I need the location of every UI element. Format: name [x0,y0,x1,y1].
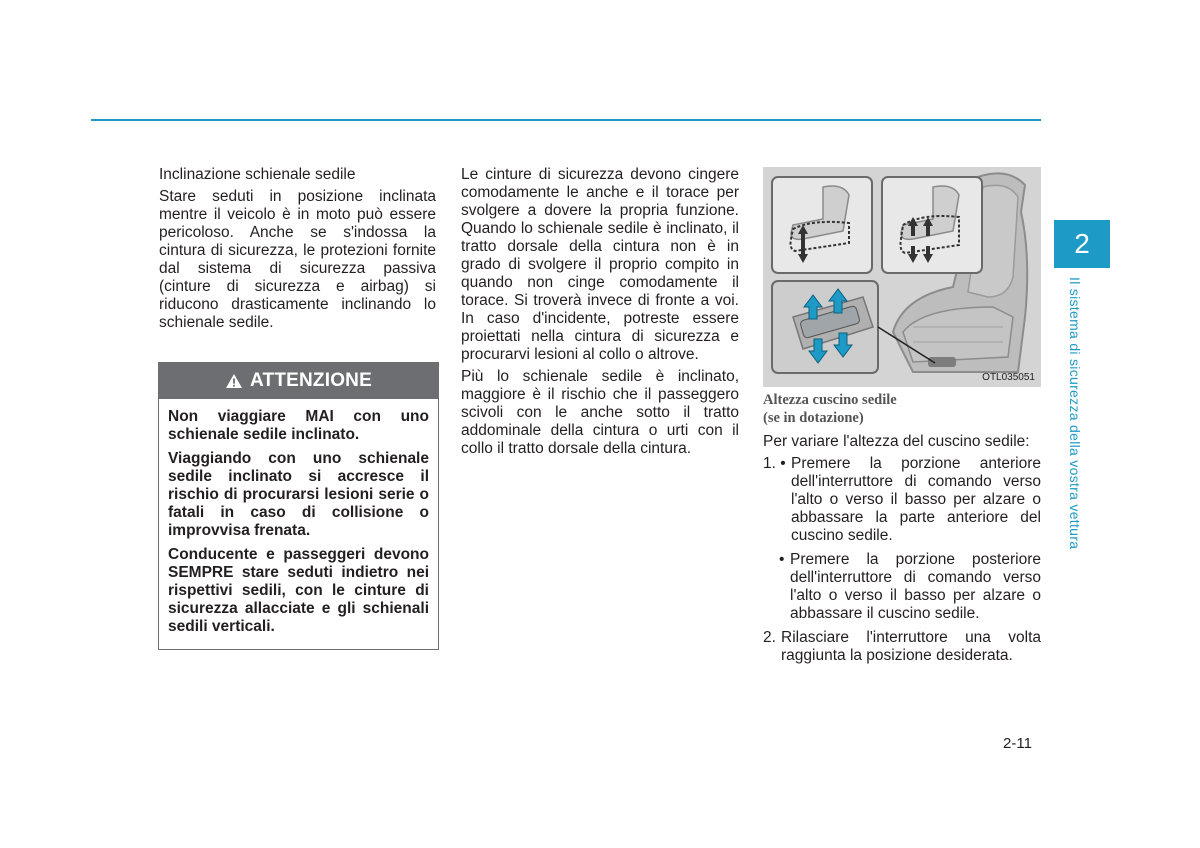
caption-line: (se in dotazione) [763,410,864,426]
section-heading: Inclinazione schienale sedile [159,166,356,183]
warning-body [159,399,438,649]
warning-box [158,362,439,650]
chapter-title: Il sistema di sicurezza della vostra vettura [1067,277,1083,550]
list-item [763,551,1041,623]
list-text: Premere la porzione posteriore dell'interruttore di comando verso l'alto o verso il basso per alzare o abbassare il cuscino sedile. [790,551,1041,622]
warning-header [159,363,438,399]
list-item [763,455,1041,545]
seat-height-figure [763,167,1041,387]
column-1 [159,166,436,336]
list-text: Rilasciare l'interruttore una volta raggiunta la posizione desiderata. [781,629,1041,664]
body-paragraph: Le cinture di sicurezza devono cingere comodamente le anche e il torace per svolgere a dovere la propria funzione. Quando lo schienale sedile è inclinato, il tratto dorsale della cintura non è in grado di svolgere il proprio compito in quando non cinge comodamente il torace. Si troverà invece di fronte a voi. In caso d'incidente, potreste essere proiettati nella cintura di sicurezza e procurarvi lesioni al collo o altrove. [461,166,739,363]
front-cushion-inset [772,177,872,273]
body-paragraph: Stare seduti in posizione inclinata mentre il veicolo è in moto può essere pericoloso. Anche se s'indossa la cintura di sicurezza, le protezioni fornite dal sistema di sicurezza passiva (cinture di sicurezza e airbag) si riducono drasticamente inclinando lo schienale sedile. [159,188,436,331]
chapter-tab: 2 [1054,220,1110,268]
seat-illustration [763,167,1041,387]
list-item [763,629,1041,665]
warning-paragraph: Conducente e passeggeri devono SEMPRE stare seduti indietro nei rispettivi sedili, con le cinture di sicurezza allacciate e gli schienali sedili verticali. [168,546,429,635]
warning-title: ATTENZIONE [250,370,372,391]
warning-paragraph: Viaggiando con uno schienale sedile inclinato si accresce il rischio di procurarsi lesioni serie o fatali in caso di collisione o improvvisa frenata. [168,450,429,539]
list-number: • [779,551,785,568]
figure-code: OTL035051 [982,372,1035,383]
warning-triangle-icon [225,373,243,389]
list-number: 2. [763,629,776,646]
rear-cushion-inset [882,177,982,273]
list-text: Premere la porzione anteriore dell'interruttore di comando verso l'alto o verso il basso per alzare o abbassare la parte anteriore del cuscino sedile. [791,455,1041,544]
list-number: 1. • [763,455,786,472]
caption-line: Altezza cuscino sedile [763,392,897,408]
body-paragraph: Per variare l'altezza del cuscino sedile: [763,433,1030,450]
page-number: 2-11 [1003,735,1032,752]
warning-paragraph: Non viaggiare MAI con uno schienale sedile inclinato. [168,408,429,443]
body-paragraph: Più lo schienale sedile è inclinato, maggiore è il rischio che il passeggero scivoli con le anche sotto il tratto addominale della cintura o urti con il collo il tratto dorsale della cintura. [461,368,739,457]
header-rule [91,119,1041,121]
figure-caption [763,391,1041,427]
column-2 [461,166,739,462]
column-3 [763,391,1041,669]
